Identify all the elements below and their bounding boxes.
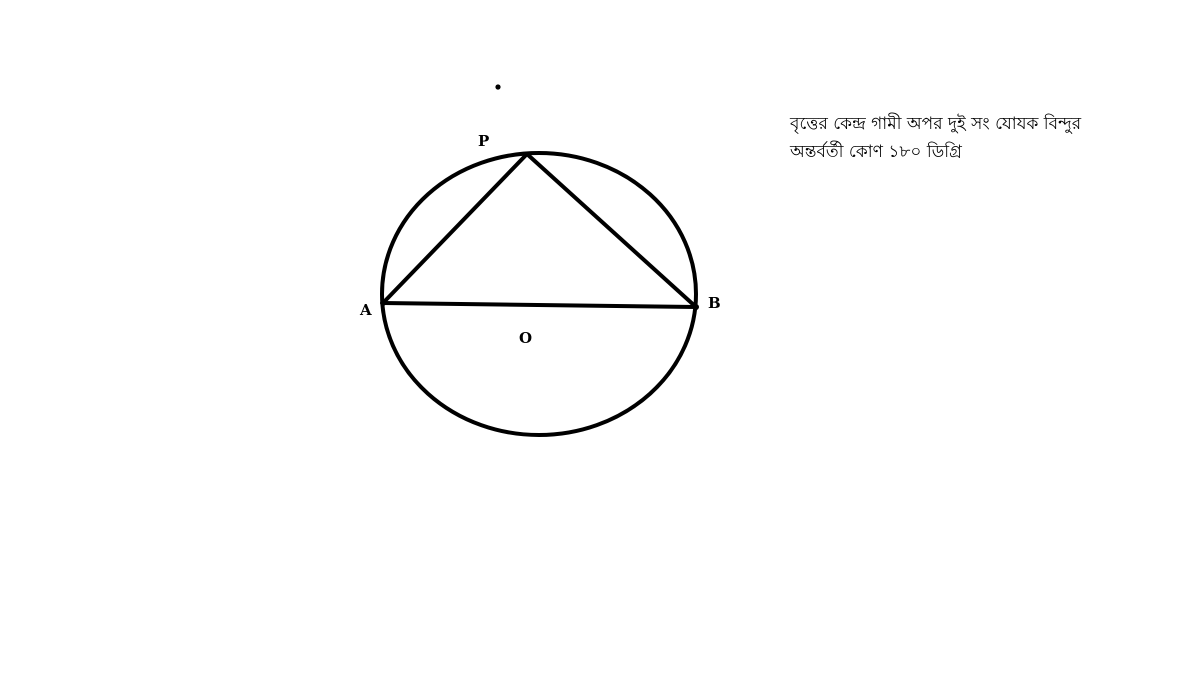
caption-line-1: বৃত্তের কেন্দ্র গামী অপর দুই সং যোযক বিন্দুর: [790, 114, 1082, 134]
diameter-AB: [383, 303, 696, 307]
point-B-dot: [693, 304, 699, 310]
circle: [382, 153, 696, 435]
point-A-dot: [380, 300, 386, 306]
stray-dot: [495, 84, 500, 89]
label-P: P: [478, 132, 490, 150]
label-O: O: [519, 329, 533, 347]
chord-PB: [527, 154, 696, 307]
label-A: A: [360, 301, 372, 319]
label-B: B: [708, 294, 721, 312]
caption-line-2: অন্তর্বর্তী কোণ ১৮০ ডিগ্রি: [790, 142, 962, 162]
caption-text: [790, 110, 1120, 166]
